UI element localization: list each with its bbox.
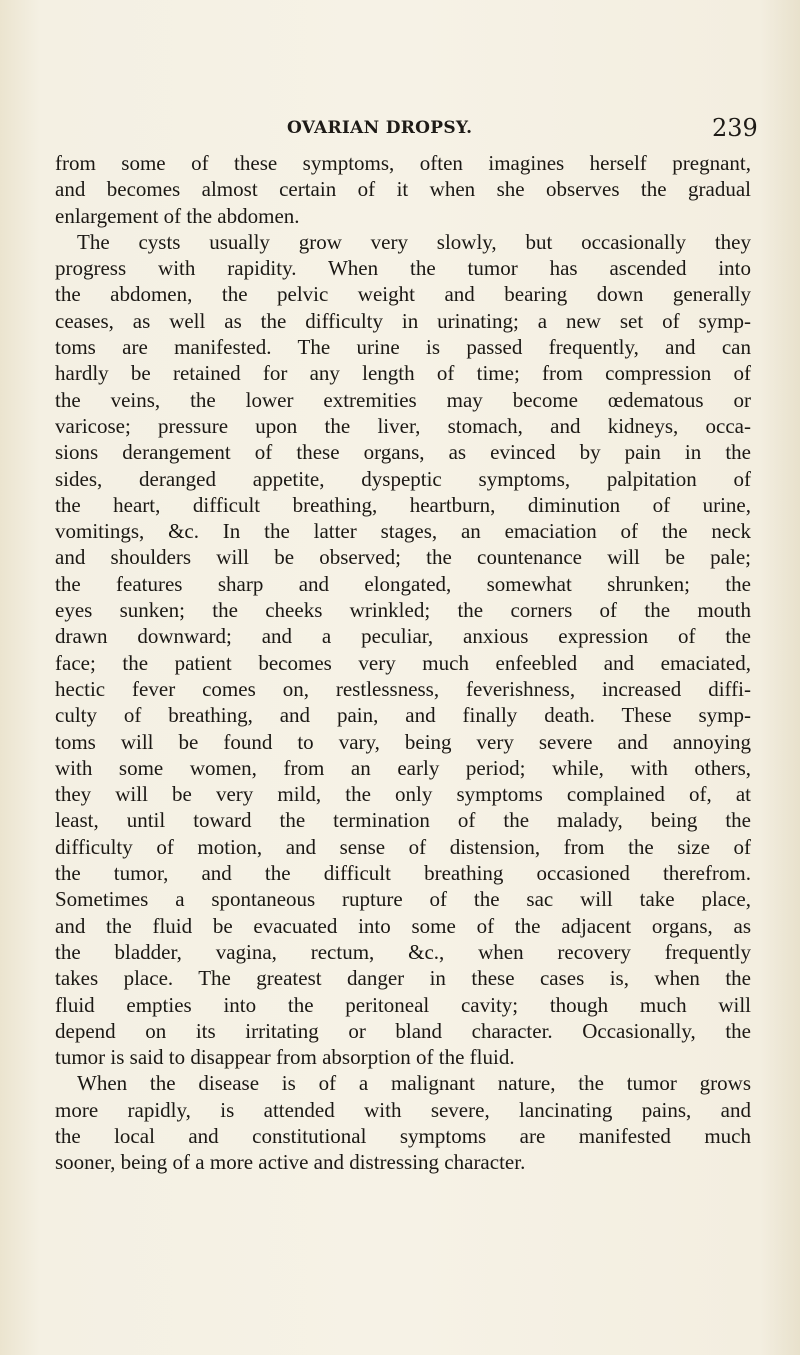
text-line: toms are manifested. The urine is passed frequently, and can — [55, 335, 751, 360]
text-line: vomitings, &c. In the latter stages, an emaciation of the neck — [55, 519, 751, 544]
page-number: 239 — [712, 114, 758, 142]
text-line: toms will be found to vary, being very severe and annoying — [55, 729, 751, 754]
text-line: hectic fever comes on, restlessness, feverishness, increased diffi- — [55, 676, 751, 701]
text-line: varicose; pressure upon the liver, stomach, and kidneys, occa- — [55, 413, 751, 438]
text-line: progress with rapidity. When the tumor has ascended into — [55, 256, 751, 281]
page-header — [0, 114, 800, 144]
text-line: tumor is said to disappear from absorption of the fluid. — [55, 1045, 515, 1070]
text-line: fluid empties into the peritoneal cavity; though much will — [55, 992, 751, 1017]
text-line: hardly be retained for any length of time; from compression of — [55, 361, 751, 386]
text-line: sions derangement of these organs, as evinced by pain in the — [55, 440, 751, 465]
text-line: with some women, from an early period; while, with others, — [55, 755, 751, 780]
text-line: the features sharp and elongated, somewhat shrunken; the — [55, 571, 751, 596]
text-line: from some of these symptoms, often imagines herself pregnant, — [55, 151, 751, 175]
text-line: culty of breathing, and pain, and finally death. These symp- — [55, 703, 751, 728]
text-line: Sometimes a spontaneous rupture of the sac will take place, — [55, 887, 751, 912]
text-line: the veins, the lower extremities may become œdematous or — [55, 387, 751, 412]
text-line: sides, deranged appetite, dyspeptic symptoms, palpitation of — [55, 466, 751, 491]
text-line: the heart, difficult breathing, heartburn, diminution of urine, — [55, 492, 751, 517]
text-line: the abdomen, the pelvic weight and bearing down generally — [55, 282, 751, 307]
text-line: takes place. The greatest danger in these cases is, when the — [55, 966, 751, 991]
text-line: more rapidly, is attended with severe, lancinating pains, and — [55, 1097, 751, 1122]
running-head: OVARIAN DROPSY. — [287, 118, 473, 138]
text-line: they will be very mild, the only symptoms complained of, at — [55, 782, 751, 807]
text-line: sooner, being of a more active and distressing character. — [55, 1150, 526, 1175]
text-line: difficulty of motion, and sense of distension, from the size of — [55, 834, 751, 859]
text-line: the local and constitutional symptoms are manifested much — [55, 1123, 751, 1148]
text-line: drawn downward; and a peculiar, anxious expression of the — [55, 624, 751, 649]
text-line: depend on its irritating or bland character. Occasionally, the — [55, 1018, 751, 1043]
text-line: face; the patient becomes very much enfeebled and emaciated, — [55, 650, 751, 675]
text-line: When the disease is of a malignant nature, the tumor grows — [77, 1071, 751, 1096]
body-text — [55, 150, 751, 1176]
text-line: and shoulders will be observed; the countenance will be pale; — [55, 545, 751, 570]
text-line: the bladder, vagina, rectum, &c., when recovery frequently — [55, 939, 751, 964]
text-line: enlargement of the abdomen. — [55, 203, 300, 228]
text-line: and the fluid be evacuated into some of the adjacent organs, as — [55, 913, 751, 938]
text-line: the tumor, and the difficult breathing occasioned therefrom. — [55, 861, 751, 886]
text-line: eyes sunken; the cheeks wrinkled; the corners of the mouth — [55, 598, 751, 623]
text-line: and becomes almost certain of it when she observes the gradual — [55, 177, 751, 202]
text-line: least, until toward the termination of the malady, being the — [55, 808, 751, 833]
text-line: The cysts usually grow very slowly, but occasionally they — [77, 229, 751, 254]
text-line: ceases, as well as the difficulty in urinating; a new set of symp- — [55, 308, 751, 333]
